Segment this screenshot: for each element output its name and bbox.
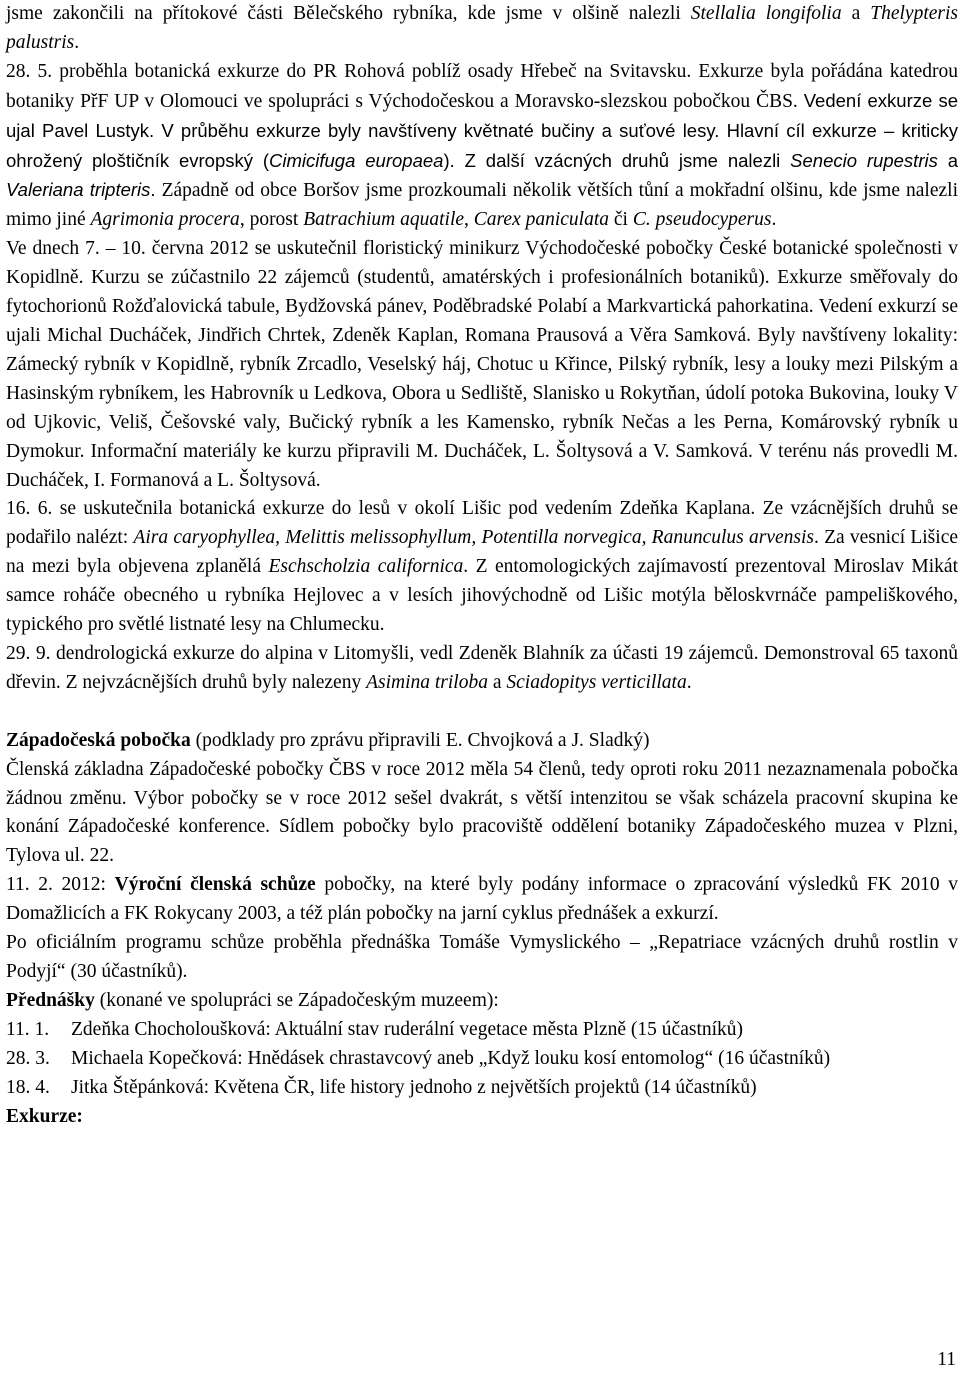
- text-run: . Za vesnicí Lišice na mezi byla objevena zplanělá: [6, 527, 959, 578]
- lecture-date: 28. 3.: [6, 1047, 50, 1069]
- text-run: .: [74, 31, 80, 53]
- text-run: 29. 9. dendrologická exkurze do alpina v Litomyšli, vedl Zdeněk Blahník za účasti 19 zájemců. Demonstroval 65 taxonů dřevin. Z nejvzácnějších druhů byly nalezeny: [6, 642, 958, 693]
- section-heading-west-bohemia: [6, 727, 958, 756]
- text-run: Po oficiálním programu schůze proběhla přednáška Tomáše Vymyslického – „Repatriace vzácných druhů rostlin v Podyjí“ (30 účastníků).: [6, 932, 958, 982]
- text-run: (podklady pro zprávu připravili E. Chvojková a J. Sladký): [190, 729, 650, 751]
- text-run: .: [150, 179, 156, 201]
- bold-text: Výroční členská schůze: [114, 874, 316, 896]
- paragraph-intro: [6, 0, 958, 58]
- paragraph-official-program: [6, 929, 958, 987]
- paragraph-kopidlno-minicourse: [6, 235, 958, 495]
- excursions-heading: Exkurze:: [6, 1105, 83, 1127]
- section-spacer: [6, 698, 958, 727]
- taxon-name: C. pseudocyperus: [632, 209, 772, 231]
- lecture-date: 18. 4.: [6, 1076, 50, 1098]
- bold-text: Západočeská pobočka: [6, 729, 191, 751]
- text-run: a: [487, 671, 507, 693]
- text-run: (konané ve spolupráci se Západočeským muzeem):: [94, 989, 499, 1011]
- paragraph-rohova-excursion: [6, 58, 958, 235]
- lecture-date: 11. 1.: [6, 1018, 50, 1040]
- taxon-name: Senecio rupestris: [790, 149, 938, 171]
- taxon-name: Stellalia longifolia: [690, 3, 842, 24]
- taxon-name: Eschscholzia californica: [268, 556, 464, 578]
- taxon-name: Thelypteris palustris: [6, 3, 959, 53]
- text-run: Vedení exkurze se ujal Pavel Lustyk. V průběhu exkurze byly navštíveny květnaté bučiny a suťové lesy. Hlavní cíl exkurze – kriticky ohrožený ploštičník evropský (: [6, 89, 958, 171]
- text-run: , porost: [239, 209, 304, 231]
- paragraph-lisice-excursion: [6, 495, 958, 640]
- report-body: [6, 0, 958, 1131]
- lecture-item: [6, 1074, 958, 1103]
- text-run: jsme zakončili na přítokové části Bělečského rybníka, kde jsme v olšině nalezli: [6, 3, 691, 24]
- taxon-name: Asimina triloba: [366, 671, 488, 693]
- text-run: .: [771, 209, 777, 231]
- taxon-name: Cimicifuga europaea: [269, 149, 444, 171]
- taxon-name: Carex paniculata: [473, 209, 610, 231]
- text-run: Členská základna Západočeské pobočky ČBS v roce 2012 měla 54 členů, tedy oproti roku 2011 nezaznamenala pobočka žádnou změnu. Výbor pobočky se v roce 2012 sešel dvakrát, s větší intenzitou se však scházela pracovní skupina ke konání Západočeské konference. Sídlem pobočky bylo pracoviště oddělení botaniky Západočeského muzea v Plzni, Tylova ul. 22.: [6, 758, 958, 867]
- text-run: 16. 6. se uskutečnila botanická exkurze do lesů v okolí Lišic pod vedením Zdeňka Kaplana. Ze vzácnějších druhů se podařilo nalézt:: [6, 498, 958, 549]
- text-run: 28. 5. proběhla botanická exkurze do PR Rohová poblíž osady Hřebeč na Svitavsku. Exkurze byla pořádána katedrou botaniky PřF UP v Olomouci ve spolupráci s Východočeskou a Moravsko-slezskou pobočkou ČBS.: [6, 60, 958, 112]
- text-run: a: [841, 3, 871, 24]
- lecture-item: [6, 1045, 958, 1074]
- text-run: Západně od obce Boršov jsme prozkoumali několik větších tůní a mokřadní olšinu, kde jsme nalezli mimo jiné: [6, 180, 958, 231]
- text-run: ,: [464, 209, 474, 231]
- taxon-name: Batrachium aquatile: [303, 209, 465, 231]
- lectures-heading: [6, 987, 958, 1016]
- text-run: 11. 2. 2012:: [6, 874, 115, 896]
- lecture-text: Michaela Kopečková: Hnědásek chrastavcový aneb „Když louku kosí entomolog“ (16 účastníků): [71, 1047, 831, 1069]
- paragraph-litomysl-excursion: [6, 640, 958, 698]
- paragraph-annual-meeting: [6, 871, 958, 929]
- lectures-list: [6, 1016, 958, 1103]
- taxon-name: Valeriana tripteris: [6, 179, 151, 201]
- text-run: . Z entomologických zajímavostí prezentoval Miroslav Mikát samce roháče obecného u rybníka Hejlovec a v lesích jihovýchodně od Lišic motýla běloskvrnáče pampeliškového, typického pro světlé listnaté lesy na Chlumecku.: [6, 556, 958, 636]
- taxon-name: Agrimonia procera: [90, 209, 240, 231]
- text-run: Ve dnech 7. – 10. června 2012 se uskutečnil floristický minikurz Východočeské pobočky České botanické společnosti v Kopidlně. Kurzu se zúčastnilo 22 zájemců (studentů, amatérských i profesionálních botaniků). Exkurze směřovaly do fytochorionů Rožďalovická tabule, Bydžovská pánev, Poděbradské Polabí a Markvartická pahorkatina. Vedení exkurzí se ujali Michal Ducháček, Jindřich Chrtek, Zdeněk Kaplan, Romana Prausová a Věra Samková. Byly navštíveny lokality: Zámecký rybník v Kopidlně, rybník Zrcadlo, Veselský háj, Chotuc u Křince, Pilský rybník, lesy a louky mezi Pilským a Hasinským rybníkem, les Habrovník u Ledkova, Obora u Sedliště, Slanisko u Rokytňan, údolí potoka Bukovina, louky V od Ujkovic, Veliš, Češovské valy, Bučický rybník a les Kamensko, rybník Nečas a les Perna, Komárovský rybník u Dymokur. Informační materiály ke kurzu připravili M. Ducháček, L. Šoltysová a V. Samková. V terénu nás provedli M. Ducháček, I. Formanová a L. Šoltysová.: [6, 238, 958, 491]
- paragraph-membership: [6, 756, 958, 872]
- lecture-item: [6, 1016, 958, 1045]
- text-run: ). Z další vzácných druhů jsme nalezli: [443, 149, 791, 171]
- text-run: .: [686, 671, 692, 693]
- lecture-text: Jitka Štěpánková: Květena ČR, life history jednoho z největších projektů (14 účastníků): [71, 1076, 757, 1098]
- taxon-name: Aira caryophyllea, Melittis melissophyllum, Potentilla norvegica, Ranunculus arvensis: [133, 527, 814, 549]
- lecture-text: Zdeňka Chocholoušková: Aktuální stav ruderální vegetace města Plzně (15 účastníků): [71, 1018, 744, 1040]
- text-run: či: [609, 209, 633, 231]
- taxon-name: Sciadopitys verticillata: [506, 671, 687, 693]
- page-number: 11: [937, 1349, 956, 1370]
- bold-text: Přednášky: [6, 989, 95, 1011]
- text-run: a: [937, 149, 959, 171]
- text-run: pobočky, na které byly podány informace o zpracování výsledků FK 2010 v Domažlicích a FK Rokycany 2003, a též plán pobočky na jarní cyklus přednášek a exkurzí.: [6, 874, 959, 925]
